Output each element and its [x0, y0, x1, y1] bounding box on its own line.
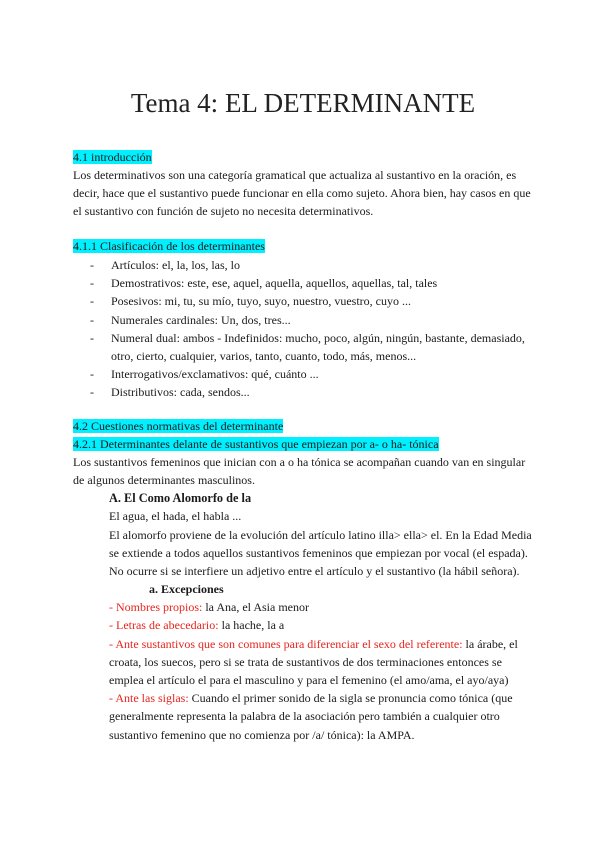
list-item: - Distributivos: cada, sendos...	[90, 385, 250, 400]
exception-item: - Ante sustantivos que son comunes para diferenciar el sexo del referente: la árabe, el croata, los suecos, pero si se trata de sustantivos de dos terminaciones entonces se emplea el artículo el para el masculino y para el femenino (el amo/ama, el ayo/aya)	[109, 636, 518, 688]
section-4-2-1-heading: 4.2.1 Determinantes delante de sustantivos que empiezan por a- o ha- tónica	[73, 437, 439, 451]
section-4-1-1-heading: 4.1.1 Clasificación de los determinantes	[73, 239, 265, 253]
list-item: - Interrogativos/exclamativos: qué, cuánto ...	[90, 367, 319, 382]
list-item: - Demostrativos: este, ese, aquel, aquella, aquellos, aquellas, tal, tales	[90, 276, 438, 291]
list-item: - Posesivos: mi, tu, su mío, tuyo, suyo, nuestro, vuestro, cuyo ...	[90, 294, 411, 309]
subsection-a-example: El agua, el hada, el habla ...	[109, 509, 242, 524]
section-4-1-heading: 4.1 introducción	[73, 150, 152, 164]
exception-item: - Nombres propios: la Ana, el Asia menor	[109, 600, 309, 615]
subsection-a-paragraph: El alomorfo proviene de la evolución del artículo latino illa> ella> el. En la Edad Media se extiende a todos aquellos sustantivos femeninos que empiezan por vocal (el espada). No ocurre si se interfiere un adjetivo entre el artículo y el sustantivo (la hábil señora).	[109, 527, 532, 579]
list-item: - Numeral dual: ambos - Indefinidos: mucho, poco, algún, ningún, bastante, demasiado, otro, cierto, cualquier, varios, tanto, cuanto, todo, más, menos...	[90, 330, 525, 364]
exception-item: - Letras de abecedario: la hache, la a	[109, 618, 285, 633]
determinant-list	[73, 256, 533, 402]
exceptions-title: a. Excepciones	[149, 582, 224, 597]
section-4-1-paragraph: Los determinativos son una categoría gramatical que actualiza al sustantivo en la oración, es decir, hace que el sustantivo puede funcionar en ella como sujeto. Ahora bien, hay casos en que el sustantivo con función de sujeto no necesita determinativos.	[73, 168, 531, 219]
section-4-2	[73, 417, 533, 744]
section-4-2-1-intro: Los sustantivos femeninos que inician con a o ha tónica se acompañan cuando van en singular de algunos determinantes masculinos.	[73, 455, 526, 488]
section-4-2-heading: 4.2 Cuestiones normativas del determinante	[73, 419, 284, 433]
list-item: - Numerales cardinales: Un, dos, tres...	[90, 312, 291, 327]
section-4-1	[73, 148, 533, 221]
subsection-a-title: A. El Como Alomorfo de la	[109, 491, 252, 506]
exception-item: - Ante las siglas: Cuando el primer sonido de la sigla se pronuncia como tónica (que generalmente representa la palabra de la asociación pero también a cualquier otro sustantivo femenino que no comienza por /a/ tónica): la AMPA.	[109, 691, 513, 742]
section-4-1-1	[73, 237, 533, 402]
list-item: - Artículos: el, la, los, las, lo	[90, 258, 240, 272]
page-title: Tema 4: EL DETERMINANTE	[130, 88, 476, 118]
